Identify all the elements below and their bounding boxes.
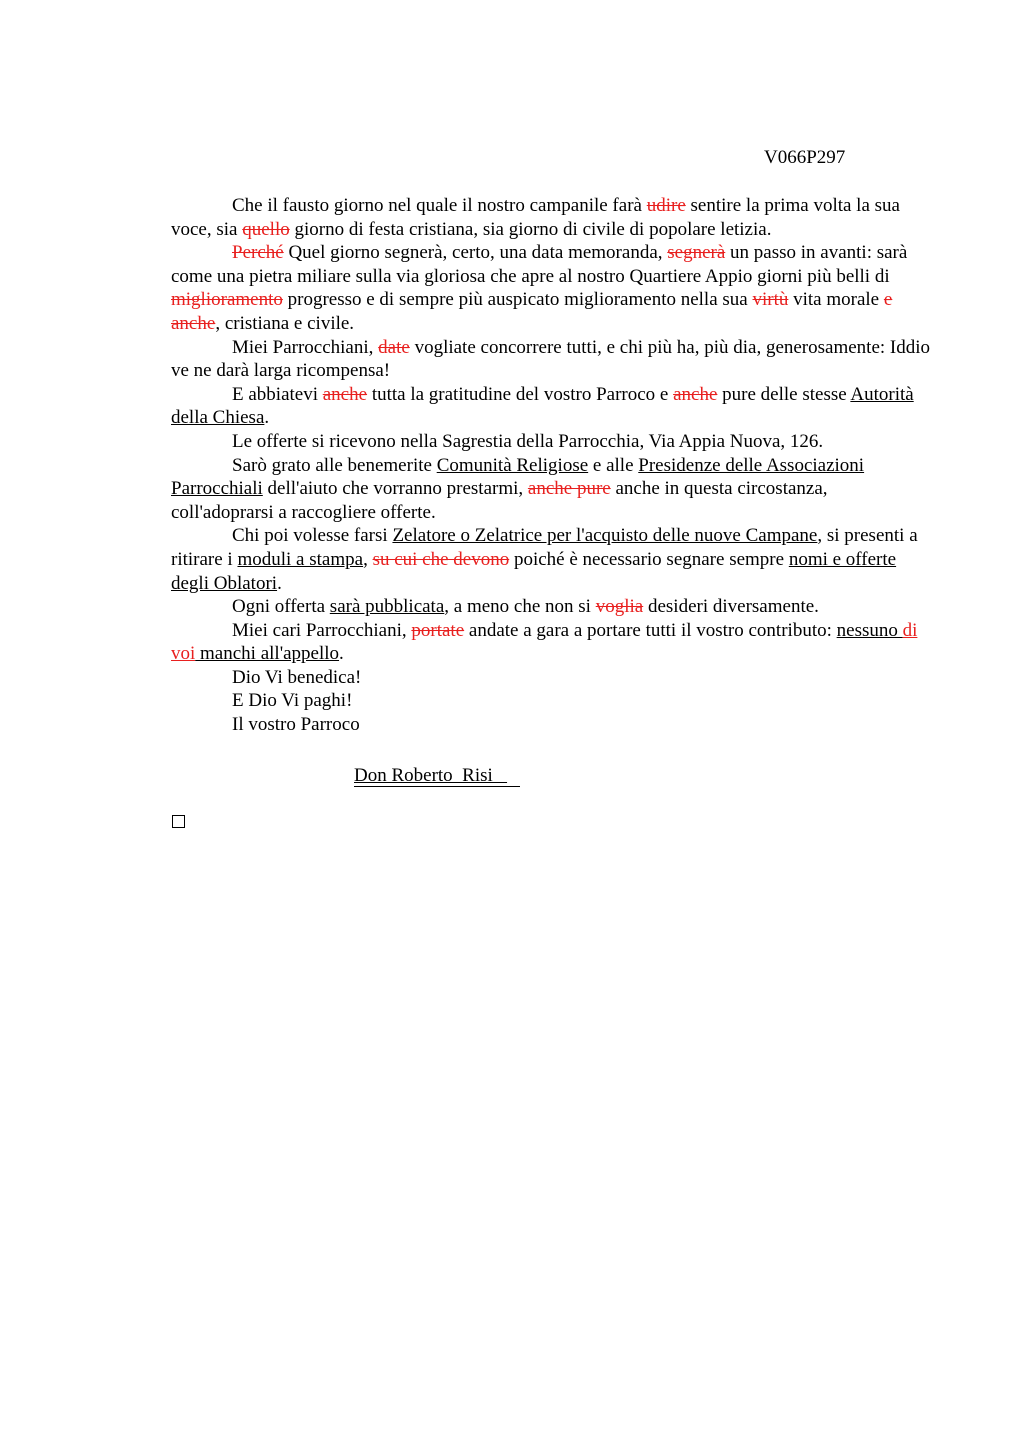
letter-body xyxy=(171,194,931,737)
text: Chi poi volesse farsi xyxy=(232,525,393,547)
text: dell'aiuto che vorranno prestarmi, xyxy=(262,478,528,500)
page-code: V066P297 xyxy=(764,147,846,168)
paragraph-5 xyxy=(171,430,931,454)
text: , xyxy=(363,548,373,570)
deleted-text: udire xyxy=(646,195,686,216)
paragraph-10 xyxy=(171,666,931,690)
deleted-text: quello xyxy=(242,218,290,240)
text: Dio Vi benedica! xyxy=(232,666,362,688)
underlined-text: manchi all'appello xyxy=(195,643,340,665)
deleted-text: virtù xyxy=(752,289,789,311)
underlined-text: Zelatore o Zelatrice per l'acquisto delle nuove Campane xyxy=(392,525,818,547)
paragraph-7 xyxy=(171,524,931,595)
deleted-text: anche xyxy=(673,383,718,405)
text: Quel giorno segnerà, certo, una data memoranda, xyxy=(283,242,668,264)
text: un passo in avanti: sarà come una pietra miliare sulla via gloriosa che apre al nostro Quartiere Appio giorni più belli di xyxy=(171,242,908,287)
deleted-text: miglioramento xyxy=(171,289,283,311)
text: E Dio Vi paghi! xyxy=(232,690,353,712)
paragraph-1 xyxy=(171,194,931,241)
text: poiché è necessario segnare sempre xyxy=(509,548,789,570)
paragraph-2 xyxy=(171,241,931,335)
deleted-text: Perché xyxy=(232,242,284,264)
text: e alle xyxy=(588,454,639,476)
underlined-text: Autorità della Chiesa xyxy=(171,383,914,429)
deleted-text: anche xyxy=(322,383,368,405)
paragraph-12 xyxy=(171,713,931,737)
text: , cristiana e civile. xyxy=(215,312,355,334)
underlined-text: Presidenze delle Associazioni Parrocchiali xyxy=(171,454,865,500)
text: Le offerte si ricevono nella Sagrestia della Parrocchia, Via Appia Nuova, 126. xyxy=(232,430,824,452)
signature: Don Roberto Risi xyxy=(354,765,508,786)
text: desideri diversamente. xyxy=(643,596,819,618)
text: . xyxy=(264,407,270,429)
text: andate a gara a portare tutti il vostro contributo: xyxy=(464,619,837,641)
text: vita morale xyxy=(788,289,884,311)
text: , a meno che non si xyxy=(444,596,596,618)
paragraph-6 xyxy=(171,454,931,525)
text: tutta la gratitudine del vostro Parroco e xyxy=(367,383,674,405)
text: Miei Parrocchiani, xyxy=(232,336,379,358)
text: . xyxy=(277,572,282,594)
deleted-text: di voi xyxy=(171,619,918,665)
paragraph-8 xyxy=(171,595,931,619)
underlined-text: Comunità Religiose xyxy=(436,454,589,476)
text: sentire la prima volta la sua voce, sia xyxy=(171,195,900,240)
text: giorno di festa cristiana, sia giorno di civile di popolare letizia. xyxy=(289,218,772,240)
text: vogliate concorrere tutti, e chi più ha, più dia, generosamente: Iddio ve ne darà larga ricompensa! xyxy=(171,336,931,382)
deleted-text: e anche xyxy=(171,289,893,334)
checkbox-icon xyxy=(172,815,185,828)
deleted-text: portate xyxy=(411,619,465,641)
text: Ogni offerta xyxy=(232,596,330,618)
text: progresso e di sempre più auspicato miglioramento nella sua xyxy=(282,289,753,311)
paragraph-3 xyxy=(171,336,931,383)
deleted-text: anche pure xyxy=(527,478,611,500)
paragraph-9 xyxy=(171,619,931,666)
text: E abbiatevi xyxy=(232,383,323,405)
underlined-text: nomi e offerte degli Oblatori xyxy=(171,548,897,594)
signature-double-underline xyxy=(354,786,520,787)
text: , si presenti a ritirare i xyxy=(171,525,918,570)
deleted-text: su cui che devono xyxy=(372,548,510,570)
text: pure delle stesse xyxy=(717,383,851,405)
text: Sarò grato alle benemerite xyxy=(232,454,437,476)
deleted-text: segnerà xyxy=(667,242,726,264)
underlined-text: nessuno xyxy=(836,619,903,641)
text: Il vostro Parroco xyxy=(232,714,360,736)
underlined-text: moduli a stampa xyxy=(237,548,364,570)
text: Che il fausto giorno nel quale il nostro campanile farà xyxy=(232,195,647,216)
deleted-text: voglia xyxy=(595,596,644,618)
deleted-text: date xyxy=(378,336,410,358)
text: anche in questa circostanza, coll'adoprarsi a raccogliere offerte. xyxy=(171,478,828,523)
text: Miei cari Parrocchiani, xyxy=(232,619,412,641)
paragraph-11 xyxy=(171,689,931,713)
paragraph-4 xyxy=(171,383,931,430)
text: . xyxy=(339,643,344,665)
underlined-text: sarà pubblicata xyxy=(329,596,445,618)
